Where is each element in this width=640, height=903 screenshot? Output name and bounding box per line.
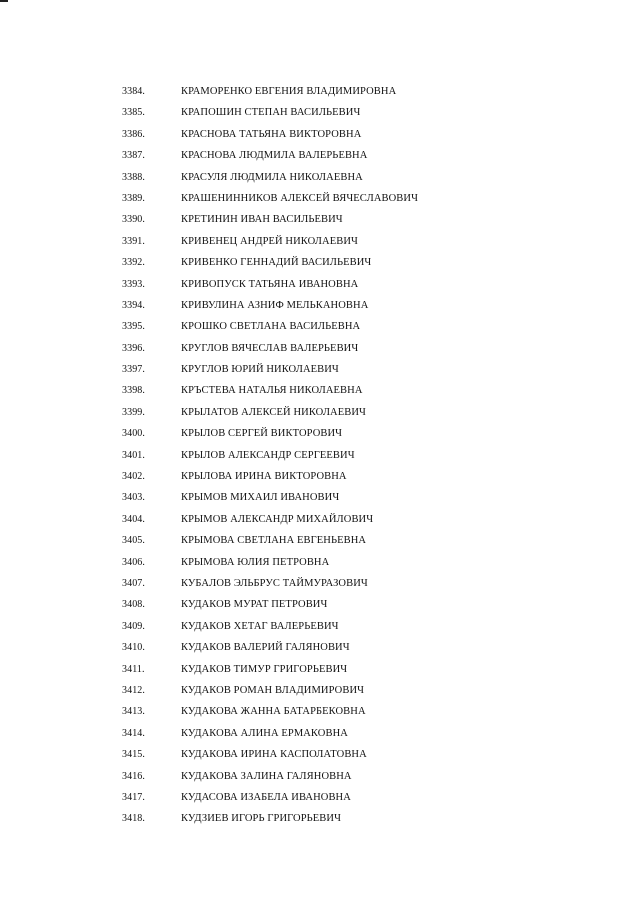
entry-number: 3408.	[122, 599, 145, 611]
list-item	[0, 594, 640, 615]
list-item	[0, 124, 640, 145]
entry-number: 3393.	[122, 278, 145, 290]
entry-name: КУДАКОВ РОМАН ВЛАДИМИРОВИЧ	[181, 684, 365, 696]
entry-number: 3418.	[122, 813, 145, 825]
list-item	[0, 380, 640, 401]
list-item	[0, 680, 640, 701]
entry-number: 3391.	[122, 235, 145, 247]
list-item	[0, 723, 640, 744]
entry-number: 3414.	[122, 727, 145, 739]
entry-name: КУДАКОВА ЗАЛИНА ГАЛЯНОВНА	[181, 770, 352, 782]
entry-name: КРУГЛОВ ЮРИЙ НИКОЛАЕВИЧ	[181, 364, 339, 376]
entry-name: КУДАКОВ ТИМУР ГРИГОРЬЕВИЧ	[181, 663, 348, 675]
entry-name: КРЕТИНИН ИВАН ВАСИЛЬЕВИЧ	[181, 214, 343, 226]
entry-name: КРИВЕНКО ГЕННАДИЙ ВАСИЛЬЕВИЧ	[181, 257, 372, 269]
entry-number: 3407.	[122, 577, 145, 589]
entry-number: 3406.	[122, 556, 145, 568]
entry-name: КРАШЕНИННИКОВ АЛЕКСЕЙ ВЯЧЕСЛАВОВИЧ	[181, 192, 419, 204]
entry-name: КУДЗИЕВ ИГОРЬ ГРИГОРЬЕВИЧ	[181, 813, 342, 825]
list-item	[0, 102, 640, 123]
entry-number: 3387.	[122, 150, 145, 162]
entry-name: КРИВЕНЕЦ АНДРЕЙ НИКОЛАЕВИЧ	[181, 235, 358, 247]
entry-number: 3412.	[122, 684, 145, 696]
entry-name: КРУГЛОВ ВЯЧЕСЛАВ ВАЛЕРЬЕВИЧ	[181, 342, 359, 354]
list-item	[0, 274, 640, 295]
list-item	[0, 659, 640, 680]
entry-name: КРАСНОВА ЛЮДМИЛА ВАЛЕРЬЕВНА	[181, 150, 368, 162]
entry-name: КРАСНОВА ТАТЬЯНА ВИКТОРОВНА	[181, 128, 362, 140]
entry-name: КУДАКОВА ЖАННА БАТАРБЕКОВНА	[181, 706, 366, 718]
entry-name: КУДАКОВ МУРАТ ПЕТРОВИЧ	[181, 599, 328, 611]
entry-number: 3388.	[122, 171, 145, 183]
entry-number: 3409.	[122, 620, 145, 632]
entry-number: 3397.	[122, 364, 145, 376]
entry-name: КУДАКОВА ИРИНА КАСПОЛАТОВНА	[181, 749, 367, 761]
entry-number: 3384.	[122, 86, 145, 97]
entry-name: КУДАКОВА АЛИНА ЕРМАКОВНА	[181, 727, 348, 739]
list-item	[0, 316, 640, 337]
list-item	[0, 167, 640, 188]
list-item	[0, 466, 640, 487]
list-item	[0, 188, 640, 209]
list-item	[0, 808, 640, 829]
entry-number: 3417.	[122, 791, 145, 803]
entry-name: КРЫЛОВА ИРИНА ВИКТОРОВНА	[181, 471, 347, 483]
entry-name: КРЫМОВ МИХАИЛ ИВАНОВИЧ	[181, 492, 340, 504]
entry-name: КРЫМОВ АЛЕКСАНДР МИХАЙЛОВИЧ	[181, 513, 374, 525]
entry-name: КРЫЛОВ АЛЕКСАНДР СЕРГЕЕВИЧ	[181, 449, 355, 461]
entry-name: КРОШКО СВЕТЛАНА ВАСИЛЬЕВНА	[181, 321, 361, 333]
entry-number: 3405.	[122, 535, 145, 547]
list-item	[0, 766, 640, 787]
entry-name: КРЫЛОВ СЕРГЕЙ ВИКТОРОВИЧ	[181, 428, 343, 440]
entry-number: 3402.	[122, 471, 145, 483]
list-item	[0, 530, 640, 551]
list-item	[0, 81, 640, 102]
list-item	[0, 445, 640, 466]
entry-number: 3410.	[122, 642, 145, 654]
entry-name: КРЪСТЕВА НАТАЛЬЯ НИКОЛАЕВНА	[181, 385, 363, 397]
list-item	[0, 423, 640, 444]
entry-number: 3401.	[122, 449, 145, 461]
name-list	[0, 81, 640, 830]
list-item	[0, 616, 640, 637]
entry-number: 3404.	[122, 513, 145, 525]
entry-number: 3394.	[122, 299, 145, 311]
entry-name: КРАСУЛЯ ЛЮДМИЛА НИКОЛАЕВНА	[181, 171, 363, 183]
entry-name: КУДАСОВА ИЗАБЕЛА ИВАНОВНА	[181, 791, 351, 803]
page-corner-mark	[0, 0, 8, 2]
entry-number: 3386.	[122, 128, 145, 140]
entry-number: 3416.	[122, 770, 145, 782]
entry-number: 3389.	[122, 192, 145, 204]
entry-number: 3403.	[122, 492, 145, 504]
entry-number: 3415.	[122, 749, 145, 761]
entry-name: КРЫЛАТОВ АЛЕКСЕЙ НИКОЛАЕВИЧ	[181, 406, 366, 418]
list-item	[0, 295, 640, 316]
list-item	[0, 252, 640, 273]
entry-number: 3390.	[122, 214, 145, 226]
entry-number: 3396.	[122, 342, 145, 354]
entry-name: КУДАКОВ ВАЛЕРИЙ ГАЛЯНОВИЧ	[181, 642, 350, 654]
list-item	[0, 573, 640, 594]
entry-number: 3411.	[122, 663, 145, 675]
list-item	[0, 637, 640, 658]
list-item	[0, 509, 640, 530]
entry-name: КРАМОРЕНКО ЕВГЕНИЯ ВЛАДИМИРОВНА	[181, 86, 397, 97]
entry-number: 3400.	[122, 428, 145, 440]
entry-name: КРИВУЛИНА АЗНИФ МЕЛЬКАНОВНА	[181, 299, 369, 311]
entry-number: 3413.	[122, 706, 145, 718]
list-item	[0, 787, 640, 808]
entry-name: КРАПОШИН СТЕПАН ВАСИЛЬЕВИЧ	[181, 107, 361, 119]
entry-number: 3399.	[122, 406, 145, 418]
list-item	[0, 552, 640, 573]
entry-name: КУБАЛОВ ЭЛЬБРУС ТАЙМУРАЗОВИЧ	[181, 577, 368, 589]
list-item	[0, 145, 640, 166]
entry-name: КРЫМОВА ЮЛИЯ ПЕТРОВНА	[181, 556, 330, 568]
entry-number: 3398.	[122, 385, 145, 397]
entry-name: КРЫМОВА СВЕТЛАНА ЕВГЕНЬЕВНА	[181, 535, 367, 547]
list-item	[0, 744, 640, 765]
entry-name: КРИВОПУСК ТАТЬЯНА ИВАНОВНА	[181, 278, 359, 290]
entry-name: КУДАКОВ ХЕТАГ ВАЛЕРЬЕВИЧ	[181, 620, 339, 632]
list-item	[0, 359, 640, 380]
list-item	[0, 209, 640, 230]
entry-number: 3392.	[122, 257, 145, 269]
list-item	[0, 402, 640, 423]
list-item	[0, 701, 640, 722]
entry-number: 3395.	[122, 321, 145, 333]
list-item	[0, 338, 640, 359]
entry-number: 3385.	[122, 107, 145, 119]
list-item	[0, 231, 640, 252]
list-item	[0, 487, 640, 508]
